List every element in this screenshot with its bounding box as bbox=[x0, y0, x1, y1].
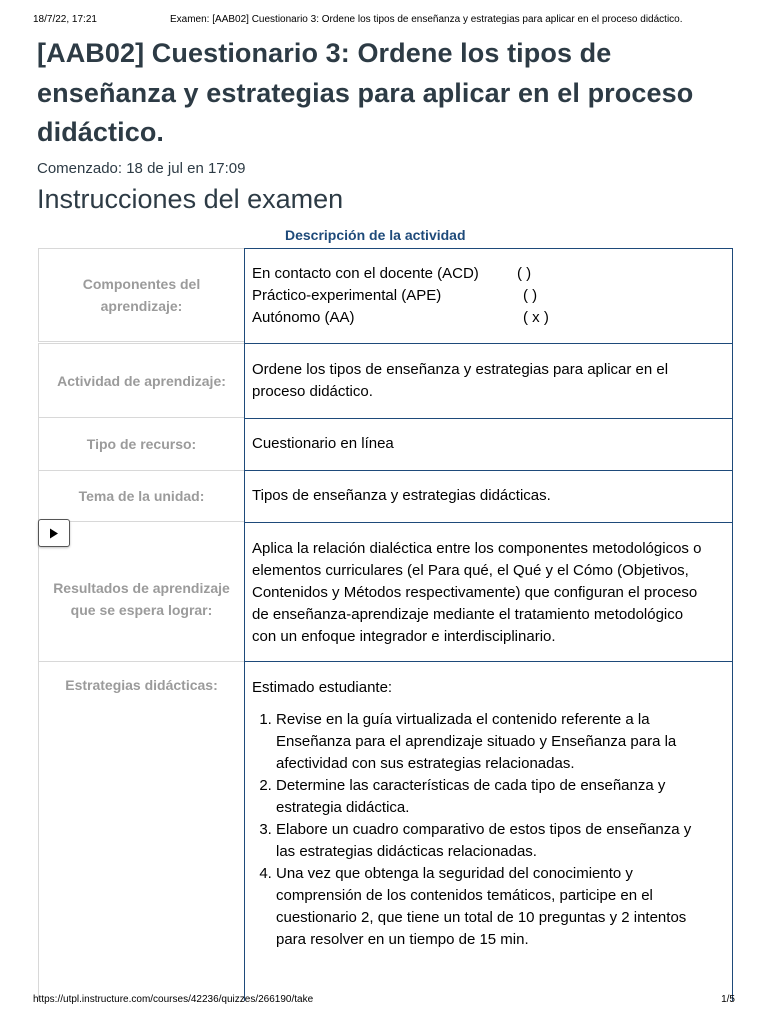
component-item-mark: ( ) bbox=[523, 287, 538, 304]
component-item bbox=[252, 263, 732, 285]
strategies-label: Estrategias didácticas: bbox=[65, 677, 218, 693]
unit-topic-label-cell bbox=[38, 470, 244, 522]
resource-value-cell bbox=[244, 418, 733, 471]
strategies-label-cell bbox=[38, 661, 244, 1001]
strategy-step bbox=[276, 709, 732, 775]
quiz-title-line: enseñanza y estrategias para aplicar en el proceso bbox=[37, 77, 694, 108]
instructions-heading: Instrucciones del examen bbox=[37, 184, 344, 214]
print-document-title: Examen: [AAB02] Cuestionario 3: Ordene los tipos de enseñanza y estrategias para aplicar en el proceso didáctico. bbox=[170, 14, 683, 25]
results-value-cell bbox=[244, 522, 733, 662]
activity-text: proceso didáctico. bbox=[252, 383, 373, 400]
strategies-value-cell bbox=[244, 661, 733, 1001]
component-item-text: Práctico-experimental (APE) bbox=[252, 287, 442, 304]
play-icon bbox=[49, 528, 59, 539]
results-text: Aplica la relación dialéctica entre los componentes metodológicos o bbox=[252, 540, 702, 557]
quiz-started-time: Comenzado: 18 de jul en 17:09 bbox=[37, 160, 246, 177]
activity-description-heading: Descripción de la actividad bbox=[285, 227, 466, 243]
strategy-step-text: Enseñanza para el aprendizaje situado y Enseñanza para la bbox=[276, 733, 677, 750]
print-page-number: 1/5 bbox=[721, 994, 735, 1005]
results-label: Resultados de aprendizaje bbox=[53, 579, 230, 596]
strategy-step bbox=[276, 775, 732, 819]
strategy-step-text: las estrategias didácticas relacionadas. bbox=[276, 843, 537, 860]
strategy-step bbox=[276, 819, 732, 863]
results-text: Contenidos y Métodos respectivamente) que configuran el proceso bbox=[252, 584, 698, 601]
component-item-text: Autónomo (AA) bbox=[252, 309, 355, 326]
results-text: elementos curriculares (el Para qué, el Qué y el Cómo (Objetivos, bbox=[252, 562, 689, 579]
component-item bbox=[252, 285, 732, 307]
quiz-title-line: didáctico. bbox=[37, 117, 165, 147]
strategy-step-text: cuestionario 2, que tiene un total de 10 preguntas y 2 intentos bbox=[276, 909, 687, 926]
print-datetime: 18/7/22, 17:21 bbox=[33, 14, 97, 25]
strategy-step-text: afectividad con sus estrategias relacionadas. bbox=[276, 755, 575, 772]
print-header bbox=[33, 14, 735, 28]
resource-value: Cuestionario en línea bbox=[252, 435, 394, 452]
component-item-text: En contacto con el docente (ACD) bbox=[252, 265, 479, 282]
components-value-cell bbox=[244, 248, 733, 344]
components-label: Componentes del bbox=[82, 276, 201, 292]
quiz-title-line: [AAB02] Cuestionario 3: Ordene los tipos de bbox=[37, 38, 612, 68]
resource-label-cell bbox=[38, 418, 244, 470]
play-button[interactable] bbox=[38, 519, 70, 547]
quiz-title bbox=[37, 34, 737, 153]
strategy-step bbox=[276, 863, 732, 951]
component-item-mark: ( ) bbox=[517, 265, 532, 282]
strategies-steps-list bbox=[252, 709, 732, 951]
strategy-step-text: Determine las características de cada tipo de enseñanza y bbox=[276, 777, 666, 794]
resource-label: Tipo de recurso: bbox=[86, 436, 197, 452]
components-label-cell bbox=[38, 248, 244, 342]
strategy-step-text: Elabore un cuadro comparativo de estos tipos de enseñanza y bbox=[276, 821, 692, 838]
print-url[interactable]: https://utpl.instructure.com/courses/42236/quizzes/266190/take bbox=[33, 994, 314, 1005]
activity-label-cell bbox=[38, 343, 244, 418]
activity-text: Ordene los tipos de enseñanza y estrategias para aplicar en el bbox=[252, 361, 669, 378]
strategy-step-text: Una vez que obtenga la seguridad del conocimiento y bbox=[276, 865, 633, 882]
activity-label: Actividad de aprendizaje: bbox=[57, 372, 226, 389]
results-text: de enseñanza-aprendizaje mediante el tratamiento metodológico bbox=[252, 606, 684, 623]
print-footer bbox=[33, 994, 735, 1008]
results-label: que se espera lograr: bbox=[70, 601, 213, 618]
results-text: con un enfoque integrador e interdisciplinario. bbox=[252, 628, 556, 645]
strategy-step-text: estrategia didáctica. bbox=[276, 799, 410, 816]
strategies-greeting: Estimado estudiante: bbox=[252, 679, 393, 696]
activity-value-cell bbox=[244, 343, 733, 419]
component-item-mark: ( x ) bbox=[523, 309, 549, 326]
strategy-step-text: para resolver en un tiempo de 15 min. bbox=[276, 931, 529, 948]
unit-topic-value: Tipos de enseñanza y estrategias didácticas. bbox=[252, 487, 551, 504]
unit-topic-value-cell bbox=[244, 470, 733, 523]
components-label: aprendizaje: bbox=[100, 298, 183, 314]
strategy-step-text: Revise en la guía virtualizada el contenido referente a la bbox=[276, 711, 650, 728]
component-item bbox=[252, 307, 732, 329]
unit-topic-label: Tema de la unidad: bbox=[78, 488, 205, 504]
strategy-step-text: comprensión de los contenidos temáticos, participe en el bbox=[276, 887, 653, 904]
